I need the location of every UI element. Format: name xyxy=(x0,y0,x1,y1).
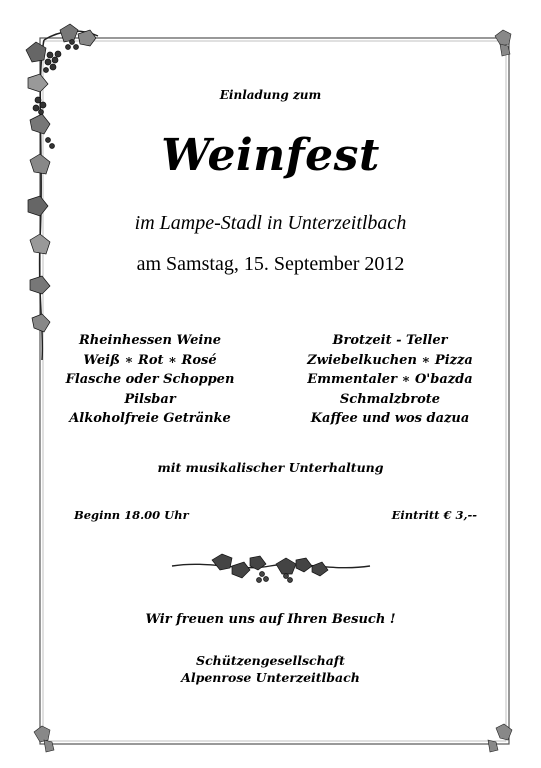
drinks-list xyxy=(50,331,250,429)
list-item: Emmentaler ∗ O'bazda xyxy=(307,372,473,387)
start-time: Beginn 18.00 Uhr xyxy=(74,508,189,522)
event-title: Weinfest xyxy=(161,130,380,181)
list-item: Zwiebelkuchen ∗ Pizza xyxy=(307,352,473,368)
list-item: Alkoholfreie Getränke xyxy=(69,411,231,426)
list-item: Brotzeit - Teller xyxy=(332,333,448,348)
list-item: Rheinhessen Weine xyxy=(79,333,221,348)
music-line: mit musikalischer Unterhaltung xyxy=(157,460,384,475)
club-name-line2: Alpenrose Unterzeitlbach xyxy=(181,670,360,685)
grape-vine-icon xyxy=(26,24,98,360)
vine-divider-icon xyxy=(172,554,370,583)
list-item: Schmalzbrote xyxy=(339,391,441,407)
welcome-line: Wir freuen uns auf Ihren Besuch ! xyxy=(145,612,396,627)
list-item: Weiß ∗ Rot ∗ Rosé xyxy=(83,352,217,368)
invitation-line: Einladung zum xyxy=(219,88,322,102)
list-item: Flasche oder Schoppen xyxy=(65,372,235,387)
list-item: Kaffee und wos dazua xyxy=(310,411,470,426)
venue-line: im Lampe-Stadl in Unterzeitlbach xyxy=(134,212,407,234)
list-item: Pilsbar xyxy=(124,391,176,407)
date-line: am Samstag, 15. September 2012 xyxy=(136,253,405,275)
club-name-line1: Schützengesellschaft xyxy=(196,653,345,668)
food-list xyxy=(290,331,490,429)
entry-fee: Eintritt € 3,-- xyxy=(391,508,477,522)
